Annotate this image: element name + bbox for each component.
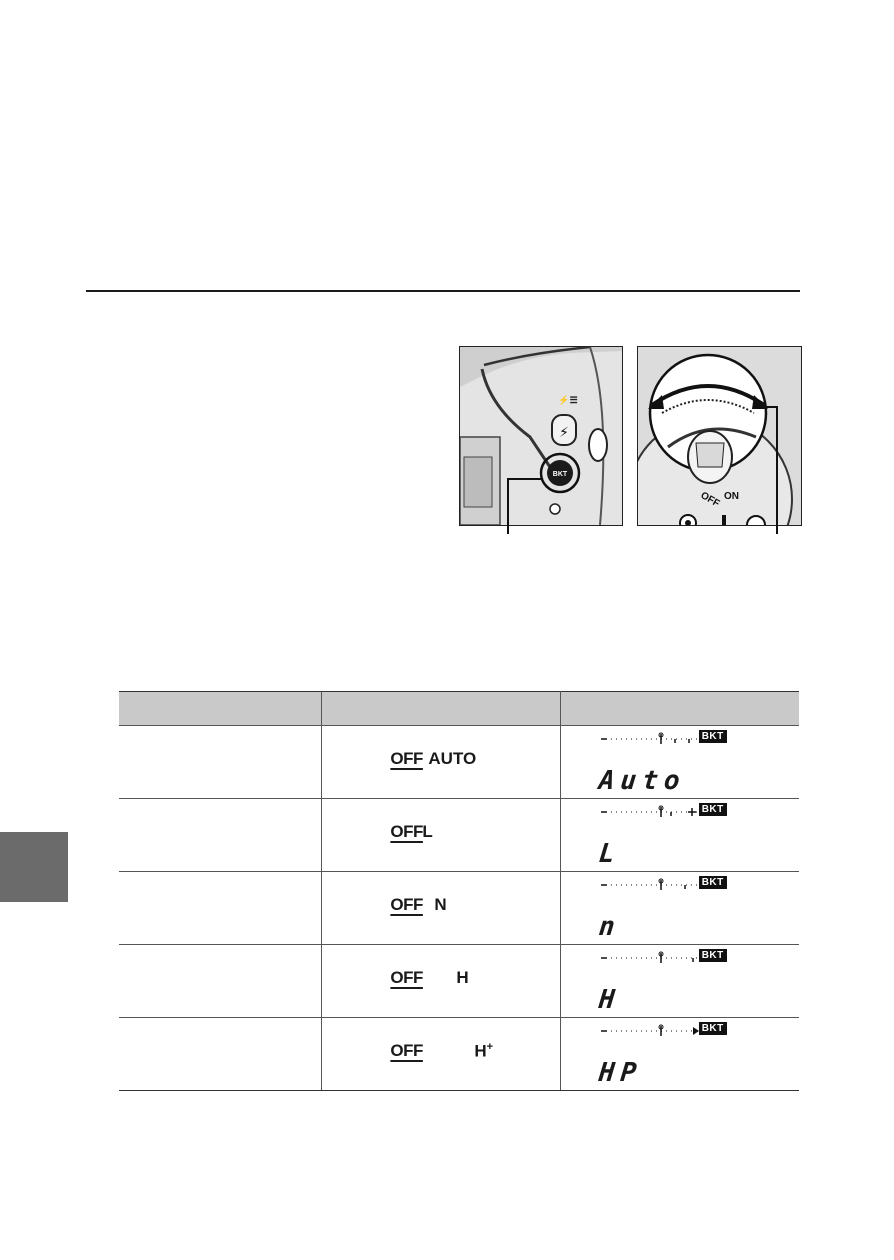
lcd-readout: Auto <box>597 766 687 796</box>
table-row <box>119 799 799 872</box>
bkt-indicator: BKT <box>699 730 727 743</box>
chapter-tab <box>0 832 68 902</box>
off-indicator: OFF <box>390 968 423 987</box>
setting-value-superscript: + <box>486 1041 494 1053</box>
exposure-scale <box>601 951 701 965</box>
table-cell-display <box>560 726 799 799</box>
bkt-indicator: BKT <box>699 949 727 962</box>
callout-line-bkt-v <box>507 478 509 534</box>
table-cell-label <box>119 799 322 872</box>
callout-line-dial-v <box>776 406 778 534</box>
exposure-scale <box>601 732 701 746</box>
off-indicator: OFF <box>390 895 423 914</box>
exposure-scale <box>601 878 701 892</box>
table-cell-label <box>119 1018 322 1091</box>
setting-value: H <box>456 968 469 987</box>
table-row <box>119 1018 799 1091</box>
table-cell-control <box>322 726 560 799</box>
setting-value: H <box>474 1041 487 1061</box>
table-cell-label <box>119 945 322 1018</box>
exposure-scale <box>601 1024 701 1038</box>
callout-line-bkt-h <box>507 478 541 480</box>
lcd-readout: n <box>597 912 622 942</box>
off-switch-label: OFF <box>698 490 722 510</box>
exposure-scale <box>601 805 701 819</box>
setting-value: L <box>422 822 433 841</box>
table-header-row <box>119 692 799 726</box>
off-indicator: OFF <box>390 1041 423 1060</box>
setting-value: AUTO <box>428 749 477 768</box>
table-cell-display <box>560 945 799 1018</box>
table-cell-control <box>322 945 560 1018</box>
camera-bkt-button-illustration <box>459 346 623 526</box>
table-cell-label <box>119 726 322 799</box>
table-header-2 <box>322 692 560 726</box>
table-cell-display <box>560 799 799 872</box>
setting-value: N <box>434 895 447 914</box>
table-row <box>119 726 799 799</box>
table-cell-display <box>560 872 799 945</box>
on-switch-label: ON <box>724 491 739 502</box>
off-indicator: OFF <box>390 749 423 768</box>
table-header-3 <box>560 692 799 726</box>
table-cell-label <box>119 872 322 945</box>
bkt-button-label: BKT <box>552 471 568 478</box>
bkt-indicator: BKT <box>699 876 727 889</box>
table-header-1 <box>119 692 322 726</box>
svg-text:⚡: ⚡ <box>559 425 569 441</box>
table-cell-control <box>322 1018 560 1091</box>
bkt-indicator: BKT <box>699 803 727 816</box>
svg-text:⚡☰: ⚡☰ <box>558 395 578 405</box>
bkt-indicator: BKT <box>699 1022 727 1035</box>
table-cell-control <box>322 799 560 872</box>
callout-line-dial-h <box>755 406 777 408</box>
table-cell-control <box>322 872 560 945</box>
table-row <box>119 872 799 945</box>
table-row <box>119 945 799 1018</box>
lcd-readout: HP <box>597 1058 644 1088</box>
section-rule <box>86 290 800 292</box>
lcd-readout: L <box>597 839 622 869</box>
lcd-readout: H <box>597 985 622 1015</box>
off-indicator: OFF <box>390 822 423 841</box>
table-cell-display <box>560 1018 799 1091</box>
bracketing-table <box>119 691 799 1091</box>
